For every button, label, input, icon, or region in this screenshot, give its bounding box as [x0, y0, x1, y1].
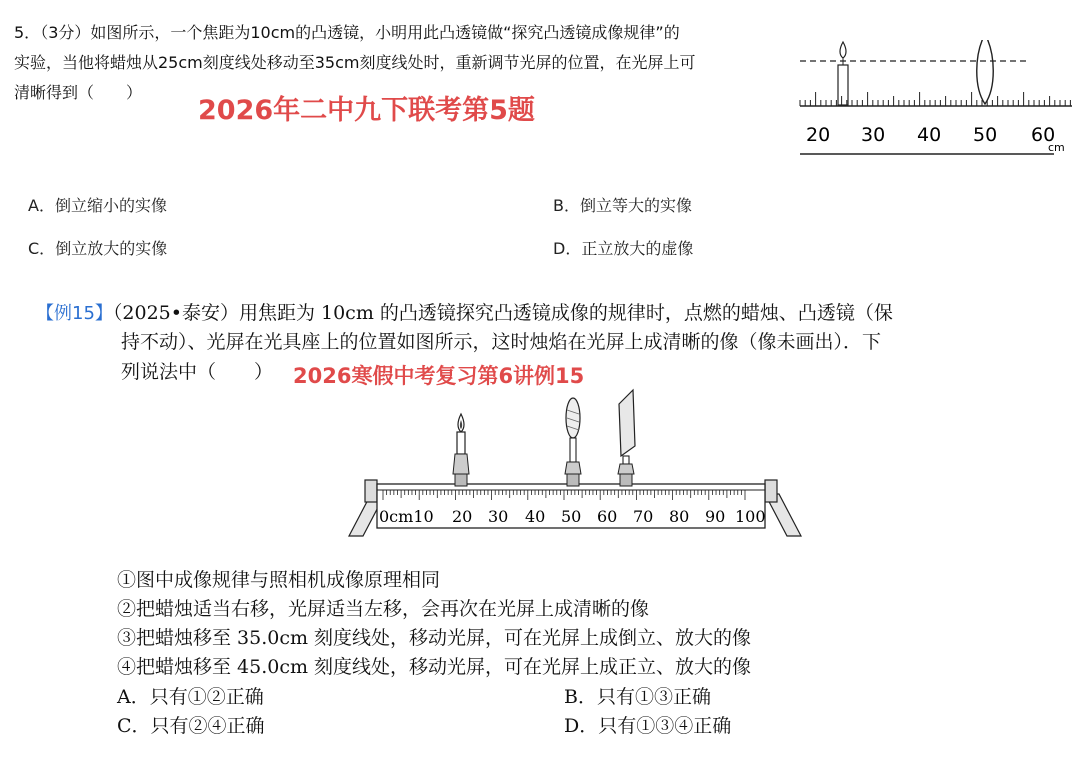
ex15-line-3: 列说法中（ ）: [121, 361, 274, 383]
option-letter: D．: [564, 715, 599, 737]
option-text: 只有①③④正确: [598, 715, 732, 737]
option-text: 倒立等大的实像: [579, 196, 692, 215]
q5-optical-bench-figure: [796, 40, 1076, 164]
tick-label: 50: [973, 124, 998, 146]
ex15-option-b[interactable]: [564, 682, 711, 709]
option-text: 倒立缩小的实像: [54, 196, 167, 215]
ex15-statement-1: ①图中成像规律与照相机成像原理相同: [117, 569, 441, 591]
option-text: 只有①②正确: [149, 686, 264, 708]
ex15-line-2: 持不动）、光屏在光具座上的位置如图所示，这时烛焰在光屏上成清晰的像（像未画出）．下: [121, 331, 882, 353]
scale-label: 0cm10: [379, 507, 434, 526]
ex15-line1-text: （2025•泰安）用焦距为 10cm 的凸透镜探究凸透镜成像的规律时，点燃的蜡烛、凸透镜（保: [112, 302, 893, 324]
tick-label: 40: [917, 124, 942, 146]
q5-option-d[interactable]: [553, 236, 693, 259]
light-screen-icon: [618, 390, 635, 486]
scale-label: 40: [525, 507, 546, 526]
q5-number: 5．: [14, 23, 41, 42]
option-letter: D．: [553, 239, 582, 258]
ex15-option-a[interactable]: [117, 682, 264, 709]
scale-label: 70: [633, 507, 654, 526]
q5-option-b[interactable]: [553, 193, 692, 216]
ex15-source-stamp: 2026寒假中考复习第6讲例15: [293, 364, 585, 388]
scale-label: 30: [488, 507, 509, 526]
q5-line-1: [14, 18, 680, 48]
scale-label: 80: [669, 507, 690, 526]
ex15-optical-bench-figure: [345, 384, 805, 544]
scale-label: 100: [735, 507, 766, 526]
candle-icon: [838, 42, 848, 105]
option-letter: A．: [28, 196, 55, 215]
option-letter: B．: [564, 686, 597, 708]
q5-option-c[interactable]: [28, 236, 167, 259]
scale-label: 90: [705, 507, 726, 526]
option-text: 倒立放大的实像: [55, 239, 168, 258]
q5-line-3: 清晰得到（ ）: [14, 83, 143, 102]
convex-lens-icon: [977, 40, 994, 104]
tick-label: 20: [806, 124, 831, 146]
ex15-line-1: [36, 299, 893, 328]
tick-label: 30: [861, 124, 886, 146]
option-text: 正立放大的虚像: [581, 239, 694, 258]
option-text: 只有①③正确: [596, 686, 711, 708]
option-letter: C．: [28, 239, 56, 258]
candle-icon: [453, 414, 469, 486]
scale-label: 50: [561, 507, 582, 526]
ex15-statement-4: ④把蜡烛移至 45.0cm 刻度线处，移动光屏，可在光屏上成正立、放大的像: [117, 656, 752, 678]
tick-label: 60: [1031, 124, 1056, 146]
q5-line-2: 实验，当他将蜡烛从25cm刻度线处移动至35cm刻度线处时，重新调节光屏的位置，在光屏上可: [14, 53, 696, 72]
ex15-statement-2: ②把蜡烛适当右移，光屏适当左移，会再次在光屏上成清晰的像: [117, 598, 650, 620]
q5-score: （3分）: [40, 23, 91, 42]
q5-source-stamp: 2026年二中九下联考第5题: [198, 95, 535, 126]
ex15-statement-3: ③把蜡烛移至 35.0cm 刻度线处，移动光屏，可在光屏上成倒立、放大的像: [117, 627, 752, 649]
ex15-option-d[interactable]: [564, 711, 731, 738]
option-text: 只有②④正确: [150, 715, 265, 737]
option-letter: C．: [117, 715, 151, 737]
q5-option-a[interactable]: [28, 193, 167, 216]
option-letter: B．: [553, 196, 580, 215]
option-letter: A．: [117, 686, 150, 708]
ex15-tag: 【例15】: [36, 303, 113, 324]
convex-lens-icon: [565, 398, 581, 486]
scale-label: 20: [452, 507, 473, 526]
ex15-option-c[interactable]: [117, 711, 265, 738]
q5-line1-text: 如图所示，一个焦距为10cm的凸透镜，小明用此凸透镜做“探究凸透镜成像规律”的: [90, 23, 680, 42]
unit-label: cm: [1048, 141, 1065, 154]
scale-label: 60: [597, 507, 618, 526]
